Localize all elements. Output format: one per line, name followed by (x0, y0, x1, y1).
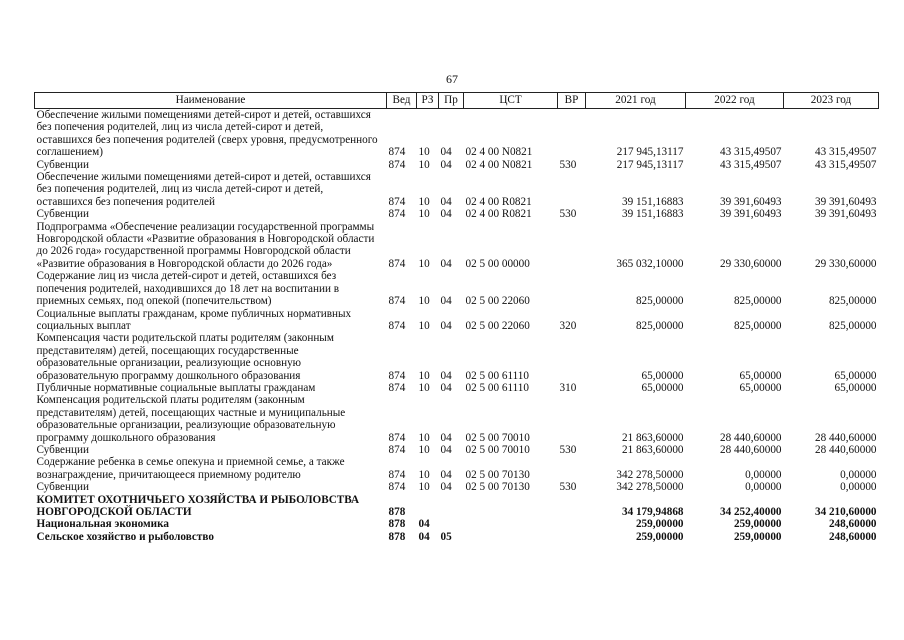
table-row (35, 444, 879, 456)
cell-2022: 825,00000 (733, 319, 782, 332)
cell-vr (558, 531, 586, 543)
header-ved: Вед (387, 93, 417, 109)
table-row (35, 332, 879, 382)
cell-2022: 259,00000 (733, 530, 782, 543)
cell-name: Компенсация части родительской платы родителям (законным представителям) детей, посещающих государственные образовательные организации, реализующие основную образовательную программу дошкольного образования (36, 332, 334, 382)
cell-pr (439, 494, 464, 519)
cell-ved: 874 (388, 319, 406, 332)
cell-pr: 05 (440, 530, 452, 543)
cell-pr: 04 (440, 443, 452, 456)
cell-2023: 825,00000 (828, 319, 877, 332)
cell-2022: 65,00000 (739, 381, 782, 394)
cell-ved: 874 (388, 468, 406, 481)
header-2023: 2023 год (784, 93, 879, 109)
cell-cst: 02 4 00 R0821 (465, 195, 532, 208)
cell-vr: 530 (559, 208, 577, 221)
cell-vr: 530 (559, 443, 577, 456)
cell-2023: 65,00000 (834, 369, 877, 382)
cell-cst: 02 5 00 22060 (465, 319, 530, 332)
cell-2021: 217 945,13117 (616, 158, 684, 171)
cell-2022: 0,00000 (745, 481, 782, 494)
table-row (35, 308, 879, 333)
table-row (35, 394, 879, 444)
header-rz: РЗ (417, 93, 439, 109)
cell-name: Подпрограмма «Обеспечение реализации государственной программы Новгородской области «Развитие образования в Новгородской области до 2026 года» государственной программы Новгородской области «Развитие образования в Новгородской области до 2026 года» (36, 220, 375, 270)
cell-pr: 04 (440, 158, 452, 171)
cell-2022: 43 315,49507 (719, 158, 782, 171)
budget-table (34, 92, 879, 543)
cell-2021: 342 278,50000 (616, 481, 684, 494)
cell-vr: 530 (559, 158, 577, 171)
cell-cst: 02 5 00 70130 (465, 468, 530, 481)
cell-2023: 248,60000 (828, 530, 877, 543)
cell-vr (558, 394, 586, 444)
cell-cst (464, 518, 558, 530)
cell-name: Компенсация родительской платы родителям (законным представителям) детей, посещающих частные и муниципальные образовательные организации, реализующие образовательную программу дошкольного образования (36, 394, 346, 444)
cell-2022: 259,00000 (733, 518, 782, 531)
cell-ved: 874 (388, 381, 406, 394)
table-row (35, 481, 879, 493)
table-row (35, 171, 879, 208)
header-cst: ЦСТ (464, 93, 558, 109)
cell-2023: 39 391,60493 (814, 208, 877, 221)
cell-name: Субвенции (36, 443, 89, 456)
cell-cst: 02 5 00 70130 (465, 481, 530, 494)
cell-pr: 04 (440, 257, 452, 270)
header-name: Наименование (35, 93, 387, 109)
cell-ved: 874 (388, 146, 406, 159)
cell-cst: 02 5 00 70010 (465, 431, 530, 444)
cell-cst: 02 5 00 61110 (465, 369, 529, 382)
cell-pr: 04 (440, 146, 452, 159)
cell-cst (464, 494, 558, 519)
cell-2023: 65,00000 (834, 381, 877, 394)
cell-name: Обеспечение жилыми помещениями детей-сирот и детей, оставшихся без попечения родителей, лиц из числа детей-сирот и детей, оставшихся без попечения родителей (сверх уровня, предусмотренного соглашением) (36, 109, 378, 159)
cell-pr: 04 (440, 431, 452, 444)
cell-rz: 10 (418, 146, 430, 159)
cell-rz (417, 494, 439, 519)
cell-vr (558, 270, 586, 307)
table-row (35, 270, 879, 307)
cell-pr: 04 (440, 468, 452, 481)
cell-vr (558, 221, 586, 271)
cell-2021: 217 945,13117 (616, 146, 684, 159)
cell-2022: 43 315,49507 (719, 146, 782, 159)
cell-vr (558, 171, 586, 208)
cell-cst (464, 531, 558, 543)
cell-vr (558, 494, 586, 519)
cell-rz: 10 (418, 158, 430, 171)
cell-ved: 874 (388, 431, 406, 444)
cell-pr: 04 (440, 481, 452, 494)
cell-rz: 10 (418, 443, 430, 456)
cell-rz: 10 (418, 381, 430, 394)
cell-rz: 10 (418, 257, 430, 270)
cell-vr (558, 518, 586, 530)
cell-2022: 39 391,60493 (719, 208, 782, 221)
cell-rz: 04 (418, 518, 430, 531)
table-body (35, 109, 879, 544)
cell-2023: 248,60000 (828, 518, 877, 531)
cell-cst: 02 4 00 N0821 (465, 146, 533, 159)
cell-2021: 825,00000 (635, 295, 684, 308)
cell-pr: 04 (440, 295, 452, 308)
cell-rz: 04 (418, 530, 430, 543)
cell-name: Субвенции (36, 158, 89, 171)
cell-pr: 04 (440, 369, 452, 382)
cell-ved: 874 (388, 295, 406, 308)
cell-ved: 878 (388, 506, 406, 518)
cell-2023: 28 440,60000 (814, 431, 877, 444)
table-row (35, 208, 879, 220)
cell-2023: 43 315,49507 (814, 158, 877, 171)
cell-vr: 530 (559, 481, 577, 494)
cell-2023: 825,00000 (828, 295, 877, 308)
cell-name: Национальная экономика (36, 518, 169, 531)
cell-rz: 10 (418, 195, 430, 208)
cell-vr: 320 (559, 319, 577, 332)
cell-ved: 874 (388, 257, 406, 270)
cell-2021: 34 179,94868 (621, 506, 684, 518)
cell-cst: 02 5 00 61110 (465, 381, 529, 394)
cell-2021: 39 151,16883 (621, 208, 684, 221)
table-row (35, 382, 879, 394)
cell-2021: 65,00000 (641, 381, 684, 394)
table-row (35, 159, 879, 171)
cell-name: Сельское хозяйство и рыболовство (36, 530, 214, 543)
cell-rz: 10 (418, 431, 430, 444)
cell-2023: 0,00000 (840, 468, 877, 481)
table-header-row (35, 93, 879, 109)
cell-name: Социальные выплаты гражданам, кроме публичных нормативных социальных выплат (36, 307, 352, 332)
header-2022: 2022 год (686, 93, 784, 109)
table-row (35, 494, 879, 519)
cell-ved: 874 (388, 369, 406, 382)
cell-vr: 310 (559, 381, 577, 394)
cell-2021: 365 032,10000 (616, 257, 684, 270)
table-row (35, 531, 879, 543)
cell-pr: 04 (440, 195, 452, 208)
cell-ved: 874 (388, 481, 406, 494)
cell-2021: 65,00000 (641, 369, 684, 382)
cell-2022: 29 330,60000 (719, 257, 782, 270)
table-row (35, 221, 879, 271)
cell-pr: 04 (440, 381, 452, 394)
table-row (35, 456, 879, 481)
header-vr: ВР (558, 93, 586, 109)
cell-vr (558, 456, 586, 481)
cell-2023: 43 315,49507 (814, 146, 877, 159)
cell-2022: 0,00000 (745, 468, 782, 481)
cell-rz: 10 (418, 369, 430, 382)
cell-name: Содержание ребенка в семье опекуна и приемной семье, а также вознаграждение, причитающееся приемному родителю (36, 456, 345, 481)
cell-pr: 04 (440, 319, 452, 332)
cell-2021: 39 151,16883 (621, 195, 684, 208)
cell-cst: 02 5 00 22060 (465, 295, 530, 308)
cell-vr (558, 109, 586, 159)
cell-2022: 39 391,60493 (719, 195, 782, 208)
table-row (35, 518, 879, 530)
cell-name: Публичные нормативные социальные выплаты гражданам (36, 381, 316, 394)
cell-2023: 28 440,60000 (814, 443, 877, 456)
cell-ved: 878 (388, 518, 406, 531)
cell-ved: 874 (388, 443, 406, 456)
cell-2022: 28 440,60000 (719, 443, 782, 456)
cell-ved: 874 (388, 208, 406, 221)
cell-pr: 04 (440, 208, 452, 221)
cell-name: Субвенции (36, 208, 89, 221)
cell-2023: 0,00000 (840, 481, 877, 494)
cell-rz: 10 (418, 208, 430, 221)
cell-rz: 10 (418, 481, 430, 494)
cell-ved: 874 (388, 195, 406, 208)
cell-rz: 10 (418, 295, 430, 308)
cell-pr (439, 518, 464, 530)
cell-2021: 259,00000 (635, 530, 684, 543)
cell-2021: 21 863,60000 (621, 431, 684, 444)
cell-name: Обеспечение жилыми помещениями детей-сирот и детей, оставшихся без попечения родителей, лиц из числа детей-сирот и детей, оставшихся без попечения родителей (36, 171, 371, 208)
cell-cst: 02 4 00 N0821 (465, 158, 533, 171)
cell-2021: 259,00000 (635, 518, 684, 531)
cell-2021: 342 278,50000 (616, 468, 684, 481)
cell-rz: 10 (418, 319, 430, 332)
cell-name: Субвенции (36, 481, 89, 494)
cell-2022: 65,00000 (739, 369, 782, 382)
cell-2022: 28 440,60000 (719, 431, 782, 444)
cell-2023: 29 330,60000 (814, 257, 877, 270)
cell-2023: 39 391,60493 (814, 195, 877, 208)
cell-ved: 874 (388, 158, 406, 171)
cell-2023: 34 210,60000 (814, 506, 877, 518)
cell-vr (558, 332, 586, 382)
table-row (35, 109, 879, 159)
cell-cst: 02 5 00 00000 (465, 257, 530, 270)
cell-2021: 21 863,60000 (621, 443, 684, 456)
header-2021: 2021 год (586, 93, 686, 109)
cell-name: Содержание лиц из числа детей-сирот и детей, оставшихся без попечения родителей, находившихся до 18 лет на воспитании в приемных семьях, под опекой (попечительством) (36, 270, 340, 308)
page-number: 67 (446, 72, 458, 86)
cell-2022: 825,00000 (733, 295, 782, 308)
cell-cst: 02 5 00 70010 (465, 443, 530, 456)
cell-cst: 02 4 00 R0821 (465, 208, 532, 221)
cell-rz: 10 (418, 468, 430, 481)
cell-2021: 825,00000 (635, 319, 684, 332)
cell-2022: 34 252,40000 (719, 506, 782, 518)
cell-ved: 878 (388, 530, 406, 543)
cell-name: КОМИТЕТ ОХОТНИЧЬЕГО ХОЗЯЙСТВА И РЫБОЛОВСТВА НОВГОРОДСКОЙ ОБЛАСТИ (36, 493, 360, 518)
header-pr: Пр (439, 93, 464, 109)
